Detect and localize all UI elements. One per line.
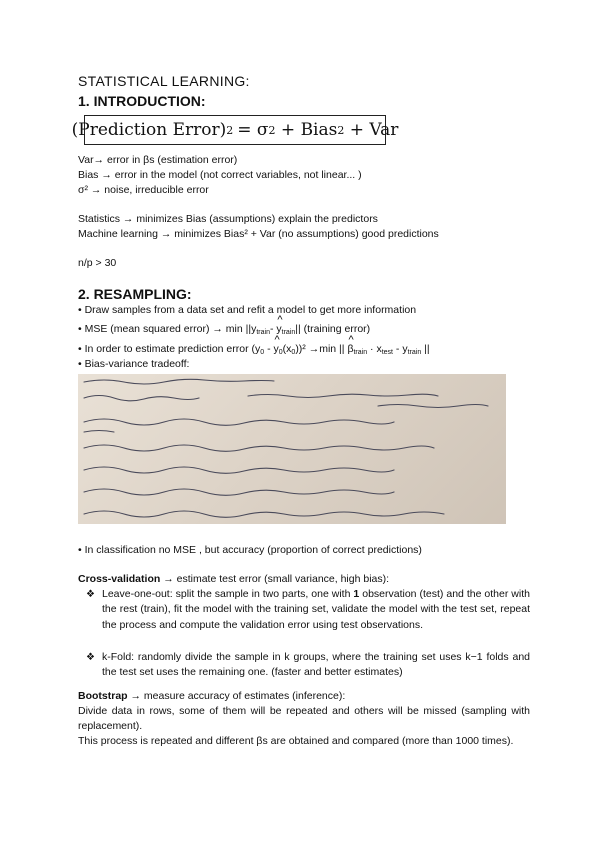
resampling-bullet-prediction-error: • In order to estimate prediction error ($y_0$ - ^ $y_0(x_0))^2 \to\min$ || ^ $\beta_{train} \cdot x_{test} - y_{train}$ || [78,343,430,356]
cv-item-leave-one-out: ❖ Leave-one-out: split the sample in two parts, one with 1 observation (test) and the other with the rest (train), fit the model with the training set, validate the model with the test set, repeat the process and compute the validation error using test observations. [86,588,530,631]
diamond-bullet-icon: ❖ [86,652,95,663]
bootstrap-paragraph-2: This process is repeated and different βs are obtained and compared (more than 1000 times). [78,735,514,747]
resampling-bullet-1: • Draw samples from a data set and refit a model to get more information [78,304,417,316]
formula-lhs: (Prediction Error) [71,120,227,140]
resampling-bullet-classification: • In classification no MSE , but accuracy (proportion of correct predictions) [78,544,422,556]
formula-var: + Var [344,120,399,140]
document-title: STATISTICAL LEARNING: [78,73,250,89]
section-heading-resampling: 2. RESAMPLING: [78,286,192,302]
prediction-error-formula: (Prediction Error) 2 = σ 2 + Bias 2 + Var [84,115,386,145]
intro-ratio: n/p > 30 [78,257,117,269]
bullet-dot: • [78,304,85,316]
intro-line-ml: Machine learning → minimizes Bias² + Var (no assumptions) good predictions [78,228,439,240]
intro-line-var: Var→ error in βs (estimation error) [78,154,238,166]
intro-line-sigma: σ² → noise, irreducible error [78,184,209,196]
formula-bias: + Bias [275,120,338,140]
intro-line-statistics: Statistics → minimizes Bias (assumptions) explain the predictors [78,213,378,225]
cross-validation-heading: Cross-validation → estimate test error (small variance, high bias): [78,573,390,585]
bootstrap-heading: Bootstrap → measure accuracy of estimates (inference): [78,690,346,702]
cross-validation-label: Cross-validation [78,573,161,585]
diamond-bullet-icon: ❖ [86,589,95,600]
section-heading-introduction: 1. INTRODUCTION: [78,93,206,109]
intro-line-bias: Bias → error in the model (not correct variables, not linear... ) [78,169,362,181]
resampling-bullet-tradeoff: • Bias-variance tradeoff: [78,358,190,370]
bootstrap-paragraph-1: Divide data in rows, some of them will be repeated and others will be missed (sampling with replacement). [78,705,530,732]
handwritten-notes-photo [78,374,506,524]
handwritten-scribbles [78,374,506,524]
resampling-bullet-mse: • MSE (mean squared error) → $\min ||y_{train}-$ ^ $y_{train}||$ (training error) [78,323,370,336]
formula-rhs: = σ [237,120,269,140]
bootstrap-label: Bootstrap [78,690,128,702]
cv-item-k-fold: ❖ k-Fold: randomly divide the sample in k groups, where the training set uses k−1 folds and the test set uses the remaining one. (faster and better estimates) [86,651,530,679]
